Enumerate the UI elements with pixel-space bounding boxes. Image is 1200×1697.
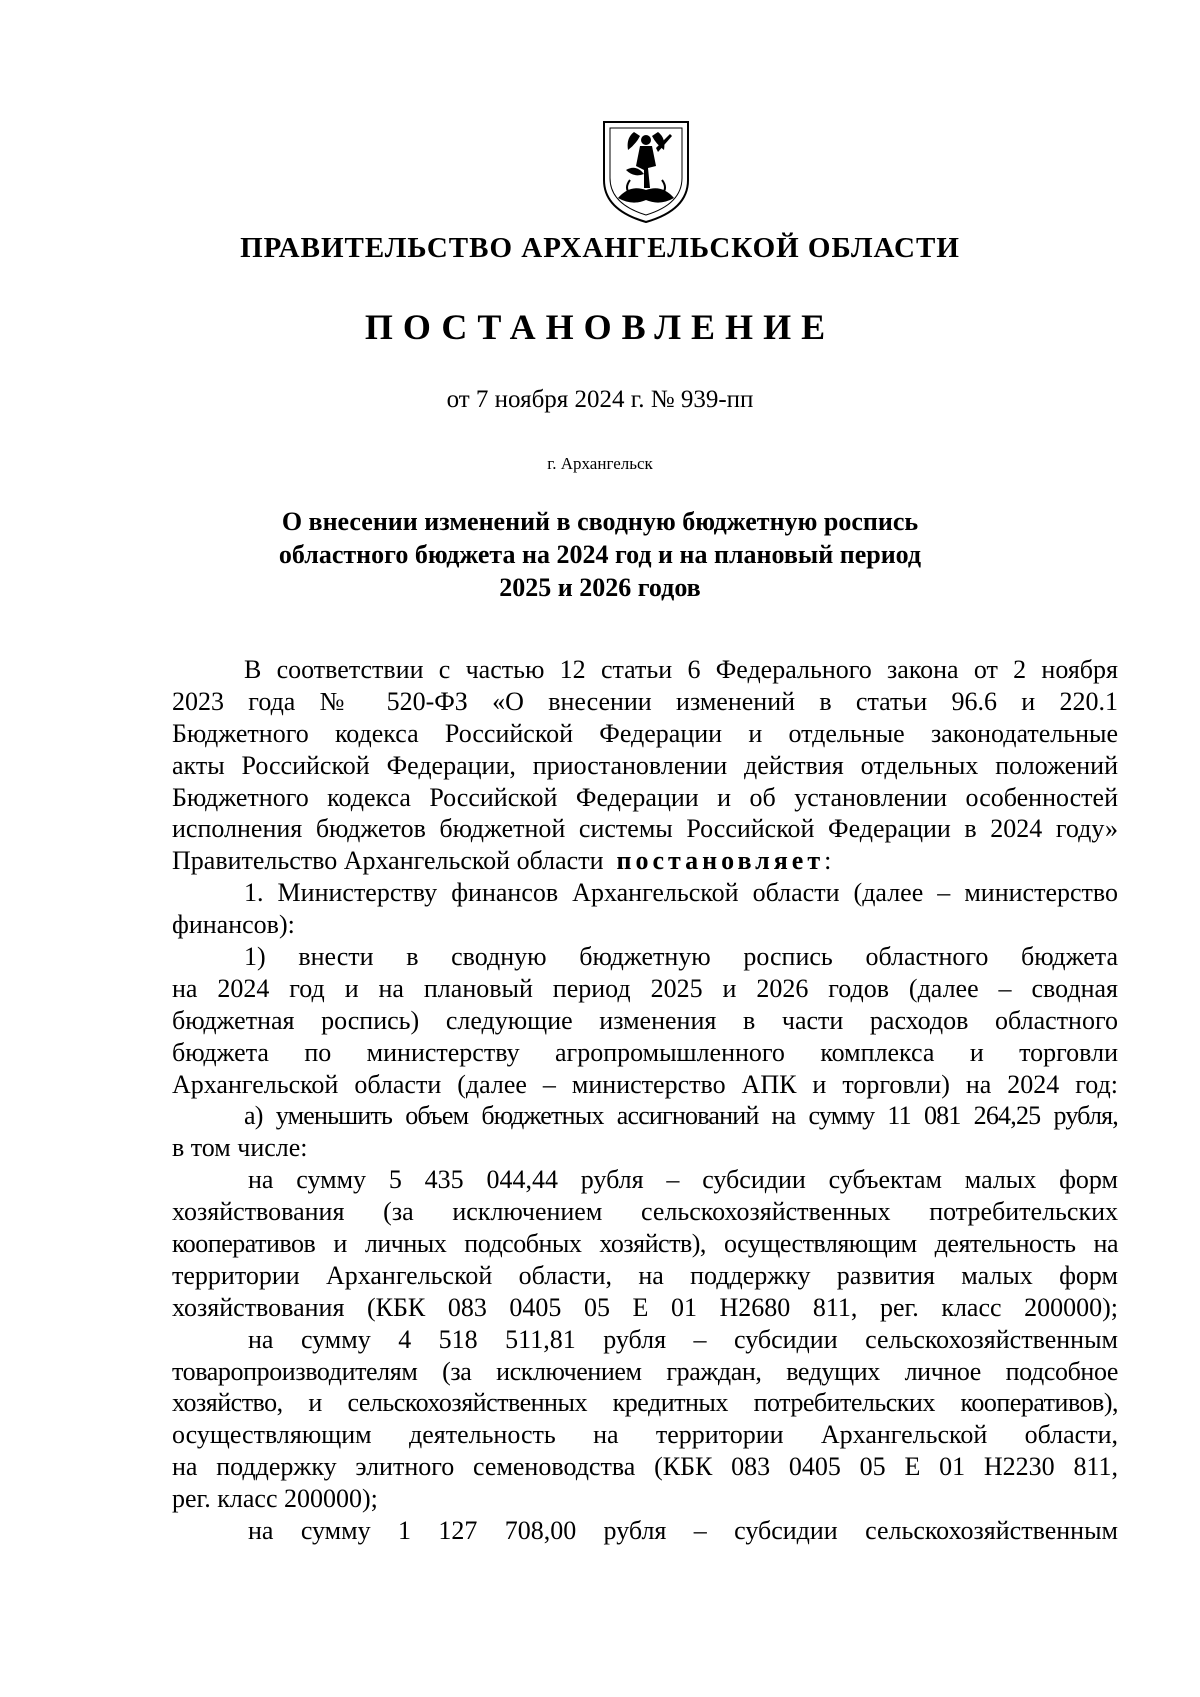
title-line: 2025 и 2026 годов <box>499 573 701 602</box>
document-date-number: от 7 ноября 2024 г. № 939-пп <box>446 386 754 413</box>
body-line: хозяйствования (КБК 083 0405 05 Е 01 Н2680 811, рег. класс 200000); <box>172 1292 1118 1322</box>
body-line: хозяйствования (за исключением сельскохозяйственных потребительских <box>172 1197 1118 1227</box>
coat-of-arms-icon <box>600 118 692 226</box>
body-line: рег. класс 200000); <box>172 1484 378 1514</box>
body-line: исполнения бюджетов бюджетной системы Российской Федерации в 2024 году» <box>172 814 1118 844</box>
body-line: территории Архангельской области, на поддержку развития малых форм <box>172 1260 1118 1290</box>
body-line: финансов): <box>172 910 295 940</box>
body-line: товаропроизводителям (за исключением граждан, ведущих личное подсобное <box>172 1356 1118 1386</box>
body-line: на поддержку элитного семеноводства (КБК 083 0405 05 Е 01 Н2230 811, <box>172 1452 1118 1482</box>
document-body <box>172 654 1118 1547</box>
document-city: г. Архангельск <box>547 454 653 473</box>
body-line: в том числе: <box>172 1133 308 1163</box>
body-text: : <box>824 846 832 876</box>
resolves-keyword: постановляет <box>616 846 825 876</box>
body-line: а) уменьшить объем бюджетных ассигнований на сумму 11 081 264,25 рубля, <box>244 1101 1118 1131</box>
body-line: на 2024 год и на плановый период 2025 и 2026 годов (далее – сводная <box>172 973 1118 1003</box>
body-text: Правительство Архангельской области <box>172 846 604 876</box>
body-line: 1. Министерству финансов Архангельской области (далее – министерство <box>244 878 1118 908</box>
body-line: 2023 года № 520-ФЗ «О внесении изменений в статьи 96.6 и 220.1 <box>172 686 1118 716</box>
body-line: на сумму 1 127 708,00 рубля – субсидии сельскохозяйственным <box>248 1516 1118 1546</box>
body-line: хозяйство, и сельскохозяйственных кредитных потребительских кооперативов), <box>172 1388 1118 1418</box>
body-line: бюджета по министерству агропромышленного комплекса и торговли <box>172 1037 1118 1067</box>
body-line: кооперативов и личных подсобных хозяйств), осуществляющим деятельность на <box>172 1229 1118 1259</box>
body-line: Бюджетного кодекса Российской Федерации и об установлении особенностей <box>172 782 1118 812</box>
body-line: Бюджетного кодекса Российской Федерации и отдельные законодательные <box>172 718 1118 748</box>
body-line <box>172 845 1118 877</box>
body-line: на сумму 4 518 511,81 рубля – субсидии сельскохозяйственным <box>248 1324 1118 1354</box>
body-line: бюджетная роспись) следующие изменения в части расходов областного <box>172 1005 1118 1035</box>
body-line: осуществляющим деятельность на территории Архангельской области, <box>172 1420 1118 1450</box>
title-line: областного бюджета на 2024 год и на плановый период <box>278 540 922 569</box>
body-line: В соответствии с частью 12 статьи 6 Федерального закона от 2 ноября <box>244 655 1118 684</box>
government-name: ПРАВИТЕЛЬСТВО АРХАНГЕЛЬСКОЙ ОБЛАСТИ <box>240 232 960 264</box>
body-line: Архангельской области (далее – министерство АПК и торговли) на 2024 год: <box>172 1069 1118 1099</box>
document-type: ПОСТАНОВЛЕНИЕ <box>364 307 836 347</box>
document-title <box>0 505 1200 604</box>
title-line: О внесении изменений в сводную бюджетную роспись <box>281 507 919 536</box>
body-line: на сумму 5 435 044,44 рубля – субсидии субъектам малых форм <box>248 1165 1118 1195</box>
body-line: 1) внести в сводную бюджетную роспись областного бюджета <box>244 942 1118 972</box>
body-line: акты Российской Федерации, приостановлении действия отдельных положений <box>172 750 1118 780</box>
